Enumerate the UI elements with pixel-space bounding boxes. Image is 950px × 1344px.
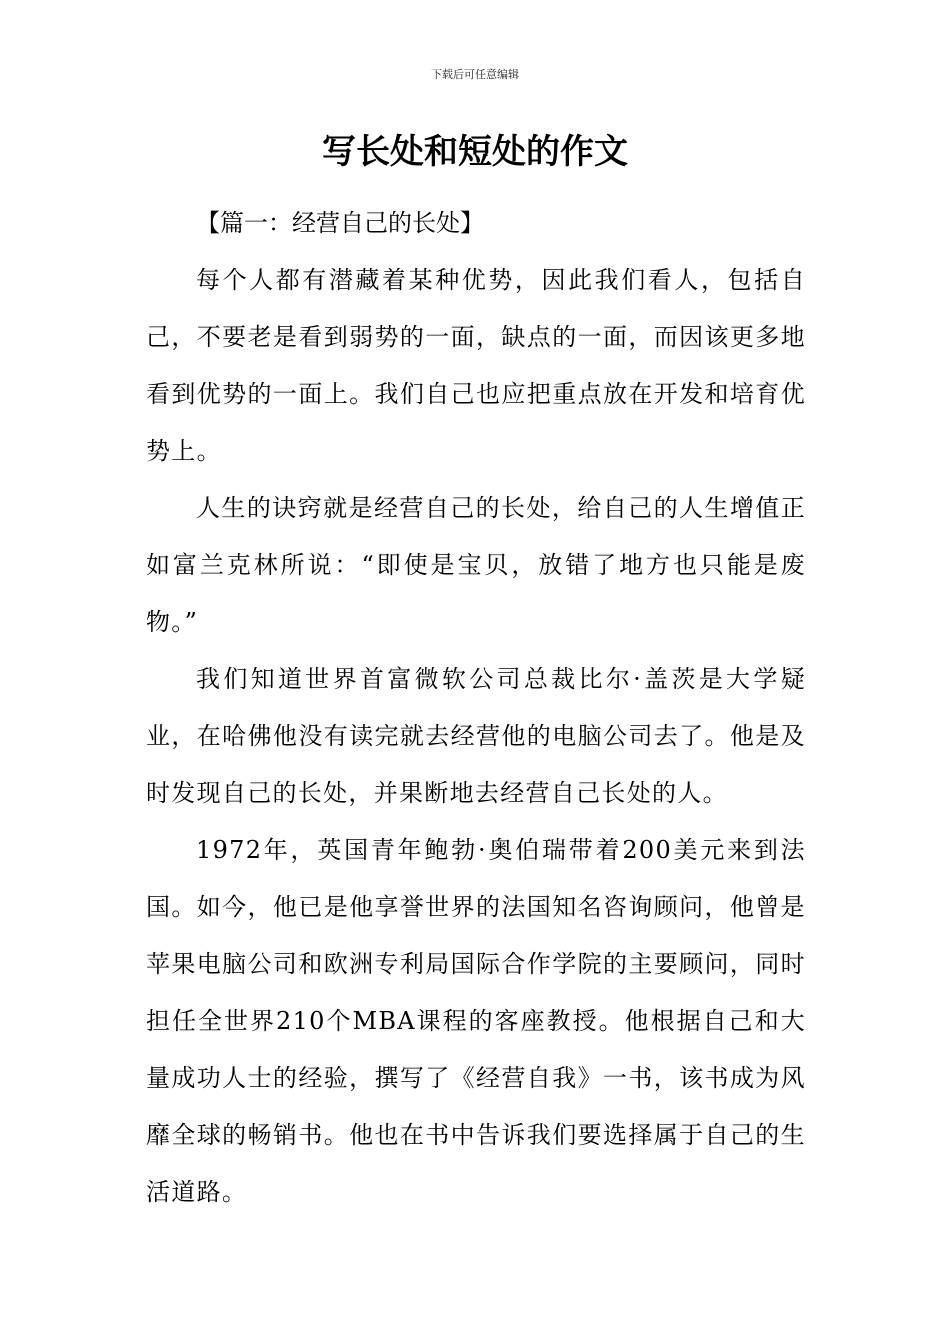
paragraph-3: 我们知道世界首富微软公司总裁比尔·盖茨是大学疑业，在哈佛他没有读完就去经营他的电脑公司去了。他是及时发现自己的长处，并果断地去经营自己长处的人。 (146, 665, 806, 807)
paragraph-1: 每个人都有潜藏着某种优势，因此我们看人，包括自己，不要老是看到弱势的一面，缺点的一面，而因该更多地看到优势的一面上。我们自己也应把重点放在开发和培育优势上。 (146, 266, 806, 465)
document-body (146, 195, 806, 1221)
header-note: 下载后可任意编辑 (431, 68, 519, 81)
paragraph-4: 1972年，英国青年鲍勃·奥伯瑞带着200美元来到法国。如今，他已是他享誉世界的法国知名咨询顾问，他曾是苹果电脑公司和欧洲专利局国际合作学院的主要顾问，同时担任全世界210个MBA课程的客座教授。他根据自己和大量成功人士的经验，撰写了《经营自我》一书，该书成为风靡全球的畅销书。他也在书中告诉我们要选择属于自己的生活道路。 (146, 836, 806, 1206)
paragraph-2: 人生的诀窍就是经营自己的长处，给自己的人生增值正如富兰克林所说：“即使是宝贝，放错了地方也只能是废物。” (146, 494, 806, 636)
section-heading: 【篇一：经营自己的长处】 (196, 209, 484, 237)
document-title: 写长处和短处的作文 (322, 132, 628, 172)
